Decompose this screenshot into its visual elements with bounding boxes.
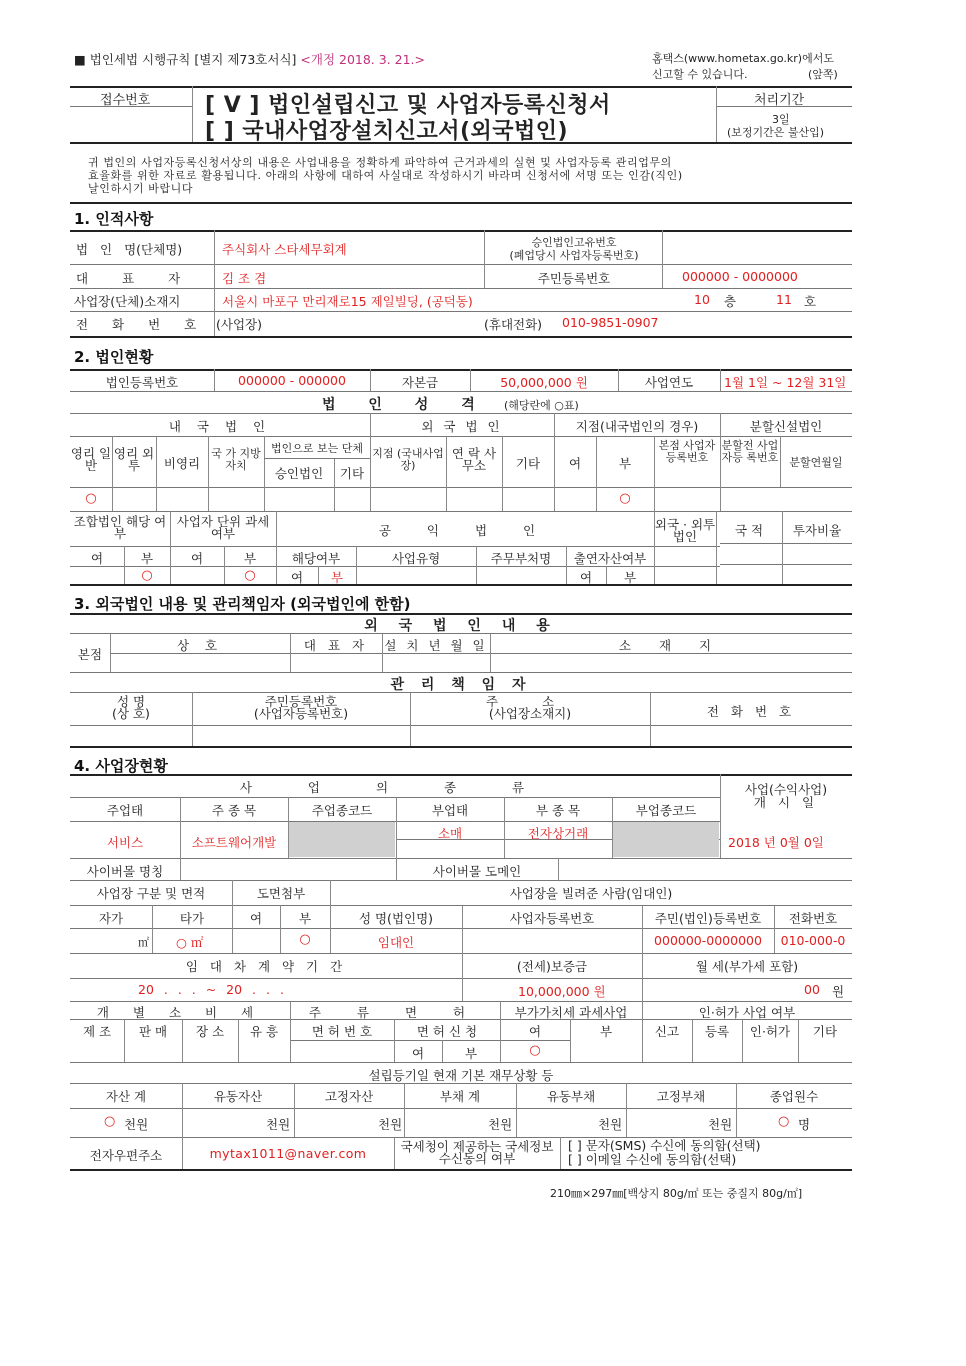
receipt-number-label: 접수번호 [100, 93, 151, 108]
col-profit-foreign: 영리 외투 [113, 446, 155, 473]
lessor-rrn-value[interactable]: 000000-0000000 [654, 933, 762, 948]
section-1-heading: 1. 인적사항 [74, 210, 154, 228]
rent-value[interactable]: 00 [804, 982, 820, 997]
public-biz-type: 사업유형 [391, 551, 441, 566]
main-item-value[interactable]: 소프트웨어개발 [191, 835, 277, 850]
vat-yes: 여 [528, 1024, 542, 1039]
nature-title: 법 인 성 격 [322, 397, 489, 413]
sub-item-label: 부 종 목 [535, 803, 581, 818]
sub-type-value[interactable]: 소매 [437, 826, 463, 841]
cyber-mall-name-label: 사이버몰 명칭 [86, 864, 164, 879]
section-2-heading: 2. 법인현황 [74, 348, 154, 366]
employees-label: 종업원수 [769, 1089, 819, 1104]
public-donation: 출연자산여부 [573, 551, 647, 566]
coop-yes: 여 [90, 551, 104, 566]
other-label: 타가 [179, 911, 205, 926]
intro-line-2: 효율화를 위한 자료로 활용됩니다. 아래의 사항에 대하여 사실대로 작성하시기 바라며 신청서에 서명 또는 인감(직인) [88, 169, 683, 182]
consent-email-checkbox[interactable]: [ ] 이메일 수신에 동의함(선택) [568, 1152, 737, 1167]
drawing-yes: 여 [249, 911, 263, 926]
phone-site-label: (사업장) [216, 317, 262, 332]
approval-id-sublabel: (폐업당시 사업자등록번호) [509, 249, 639, 262]
vat-no: 부 [599, 1024, 613, 1039]
est-date-label: 설 치 년 월 일 [384, 638, 488, 653]
col-split-date: 분할연월일 [789, 456, 843, 469]
invest-ratio-label: 투자비율 [792, 523, 842, 538]
liquor-license-label: 주 류 면 허 [308, 1005, 482, 1020]
lessor-title: 사업장을 빌려준 사람(임대인) [509, 886, 673, 901]
license-number-label: 면 허 번 호 [311, 1024, 373, 1039]
location-label: 소 재 지 [618, 638, 724, 653]
lessor-rrn-label: 주민(법인)등록번호 [654, 911, 762, 926]
col-approved-corp: 승인법인 [274, 466, 324, 481]
floor-unit: 층 [724, 294, 737, 309]
manager-address-label: 주 소 [485, 694, 575, 709]
own-label: 자가 [98, 911, 124, 926]
total-liabilities-label: 부채 계 [439, 1089, 481, 1104]
coop-no-mark[interactable]: ○ [141, 568, 153, 583]
foreign-rep-label: 대 표 자 [303, 638, 369, 653]
title-line-1: [ V ] 법인설립신고 및 사업자등록신청서 [205, 93, 611, 118]
total-liabilities-unit: 천원 [488, 1117, 513, 1132]
employees-unit: 명 [798, 1117, 811, 1132]
sub-type-label: 부업태 [431, 803, 469, 818]
representative-name[interactable]: 김 조 겸 [222, 271, 267, 286]
nationality-label: 국 적 [734, 523, 764, 538]
total-assets-value[interactable]: ○ [104, 1114, 116, 1129]
fixed-assets-label: 고정자산 [324, 1089, 374, 1104]
main-type-label: 주업태 [106, 803, 144, 818]
fixed-assets-unit: 천원 [378, 1117, 403, 1132]
branch-header: 지점(내국법인의 경우) [575, 419, 699, 434]
fixed-liabilities-label: 고정부채 [656, 1089, 706, 1104]
mobile-value[interactable]: 010-9851-0907 [562, 315, 659, 330]
excise-mfg: 제 조 [82, 1024, 112, 1039]
manager-title: 관 리 책 임 자 [390, 677, 532, 693]
foreign-corp-header: 외 국 법 인 [421, 419, 503, 434]
intro-line-1: 귀 법인의 사업자등록신청서상의 내용은 사업내용을 정확하게 파악하여 근거과세의 실현 및 사업자등록 관리업무의 [88, 156, 672, 169]
capital-value[interactable]: 50,000,000 원 [500, 375, 588, 390]
drawing-no: 부 [298, 911, 312, 926]
hq-label: 본점 [77, 647, 103, 662]
foreign-content-title: 외 국 법 인 내 용 [364, 618, 558, 634]
manager-biz-no-label: (사업자등록번호) [253, 706, 349, 721]
col-other-1: 기타 [339, 466, 365, 481]
lessor-biz-label: 사업자등록번호 [509, 911, 595, 926]
vat-business-label: 부가가치세 과세사업 [514, 1005, 628, 1020]
excise-sales: 판 매 [138, 1024, 168, 1039]
address-value[interactable]: 서울시 마포구 만리재로15 제일빌딩, (공덕동) [222, 294, 473, 309]
split-corp-header: 분할신설법인 [749, 419, 823, 434]
revision-date: <개정 2018. 3. 21.> [300, 52, 425, 67]
address-label: 사업장(단체)소재지 [74, 294, 181, 309]
col-hq-biz-no: 본점 사업자 등록번호 [658, 439, 716, 464]
rrn-label: 주민등록번호 [537, 271, 611, 286]
col-branch-domestic: 지점 (국내사업장) [372, 447, 444, 472]
sub-code-label: 부업종코드 [635, 803, 697, 818]
reg-no-label: 법인등록번호 [105, 375, 179, 390]
start-date-label: 사업(수익사업) [744, 782, 828, 797]
processing-period-value: 3일 [772, 113, 790, 126]
lessor-tel-value[interactable]: 010-000-0 [780, 933, 846, 948]
total-assets-label: 자산 계 [105, 1089, 147, 1104]
license-business-label: 인·허가 사업 여부 [698, 1005, 796, 1020]
col-other-2: 기타 [515, 456, 541, 471]
unit-yes: 여 [190, 551, 204, 566]
room-value[interactable]: 11 [776, 292, 792, 307]
license-apply-label: 면 허 신 청 [416, 1024, 478, 1039]
public-yes: 여 [290, 570, 304, 585]
rrn-value[interactable]: 000000 - 0000000 [682, 269, 798, 284]
license-permit: 인·허가 [749, 1024, 791, 1039]
foreign-invest-label: 외국 · 외투 법인 [654, 517, 716, 544]
col-profit-general: 영리 일반 [70, 446, 112, 473]
col-liaison-office: 연 락 사무소 [451, 446, 497, 473]
coop-no: 부 [140, 551, 154, 566]
lessor-tel-label: 전화번호 [788, 911, 838, 926]
excise-label: 개 별 소 비 세 [96, 1005, 264, 1020]
deposit-value[interactable]: 10,000,000 원 [518, 984, 606, 999]
consent-sms-checkbox[interactable]: [ ] 문자(SMS) 수신에 동의함(선택) [568, 1138, 761, 1153]
excise-entertainment: 유 흥 [249, 1024, 279, 1039]
total-assets-unit: 천원 [124, 1117, 149, 1132]
own-area-unit: ㎡ [138, 936, 149, 949]
main-type-value[interactable]: 서비스 [106, 835, 144, 850]
vat-no-mark[interactable]: ○ [529, 1043, 541, 1058]
title-line-2: [ ] 국내사업장설치신고서(외국법인) [205, 119, 569, 144]
deposit-label: (전세)보증금 [516, 959, 588, 974]
corp-name-value[interactable]: 주식회사 스타세무회계 [222, 242, 347, 257]
unit-no: 부 [243, 551, 257, 566]
license-apply-no: 부 [464, 1046, 478, 1061]
approval-id-label: 승인법인고유번호 [531, 236, 617, 249]
manager-trade-name-label: (상 호) [112, 706, 150, 721]
branch-no-mark[interactable]: ○ [619, 491, 631, 506]
form-reference: ■ 법인세법 시행규칙 [별지 제73호서식] <개정 2018. 3. 21.> [74, 52, 425, 67]
license-apply-yes: 여 [411, 1046, 425, 1061]
license-etc: 기타 [812, 1024, 838, 1039]
biz-kind-title: 사 업 의 종 류 [239, 780, 551, 795]
rent-unit: 원 [832, 984, 845, 999]
processing-period-note: (보정기간은 불산입) [727, 126, 825, 139]
main-code-shaded [289, 822, 395, 857]
manager-tel-label: 전 화 번 호 [706, 704, 796, 719]
col-yes: 여 [568, 456, 582, 471]
manager-site-label: (사업장소재지) [488, 706, 572, 721]
col-pre-split-biz-no: 분할전 사업자등 록번호 [721, 439, 779, 464]
drawing-no-mark[interactable]: ○ [299, 932, 311, 947]
manager-rrn-label: 주민등록번호 [264, 694, 338, 709]
main-item-label: 주 종 목 [211, 803, 257, 818]
page-side: (앞쪽) [808, 68, 838, 81]
finance-title: 설립등기일 현재 기본 재무상황 등 [368, 1068, 554, 1083]
other-area-value[interactable]: ○ ㎡ [176, 935, 204, 950]
lessor-name-label: 성 명(법인명) [358, 911, 434, 926]
start-date-sublabel: 개 시 일 [753, 795, 819, 810]
hometax-note-2: 신고할 수 있습니다. [652, 68, 748, 81]
donation-yes: 여 [579, 570, 593, 585]
lessor-name-value[interactable]: 임대인 [377, 935, 415, 950]
col-government: 국 가 지방자치 [211, 447, 261, 472]
rent-label: 월 세(부가세 포함) [695, 959, 799, 974]
phone-label: 전 화 번 호 [76, 317, 197, 332]
lease-period-label: 임 대 차 계 약 기 간 [185, 959, 347, 974]
current-assets-label: 유동자산 [213, 1089, 263, 1104]
public-ministry: 주무부처명 [490, 551, 552, 566]
intro-line-3: 날인하시기 바랍니다 [88, 182, 194, 195]
trade-name-label: 상 호 [176, 638, 224, 653]
donation-no: 부 [623, 570, 637, 585]
col-deemed-corp: 법인으로 보는 단체 [270, 442, 363, 455]
email-label: 전자우편주소 [89, 1148, 163, 1163]
cyber-mall-domain-label: 사이버몰 도메인 [432, 864, 522, 879]
mobile-label: (휴대전화) [484, 317, 543, 332]
capital-label: 자본금 [401, 375, 439, 390]
unit-taxation-label: 사업자 단위 과세 여부 [176, 514, 270, 541]
processing-period-label: 처리기간 [754, 93, 805, 108]
coop-corp-label: 조합법인 해당 여부 [73, 514, 167, 541]
domestic-corp-header: 내 국 법 인 [168, 419, 272, 434]
main-code-label: 주업종코드 [311, 803, 373, 818]
col-no: 부 [618, 456, 632, 471]
fixed-liabilities-unit: 천원 [708, 1117, 733, 1132]
reg-no-value[interactable]: 000000 - 000000 [238, 373, 346, 388]
fiscal-year-value[interactable]: 1월 1일 ~ 12월 31일 [724, 375, 847, 390]
manager-name-label: 성 명 [116, 694, 146, 709]
public-no[interactable]: 부 [330, 570, 344, 585]
area-label: 사업장 구분 및 면적 [96, 886, 206, 901]
room-unit: 호 [804, 294, 817, 309]
representative-label: 대 표 자 [76, 271, 181, 286]
public-applicable: 해당여부 [291, 551, 341, 566]
consent-sublabel: 수신동의 여부 [438, 1151, 516, 1166]
hometax-note-1: 홈택스(www.hometax.go.kr)에서도 [652, 52, 834, 65]
profit-general-mark[interactable]: ○ [85, 491, 97, 506]
paper-spec: 210㎜×297㎜[백상지 80g/㎡ 또는 중질지 80g/㎡] [550, 1187, 803, 1200]
email-value[interactable]: mytax1011@naver.com [209, 1146, 367, 1161]
public-corp-label: 공 익 법 인 [378, 523, 552, 538]
current-liabilities-label: 유동부채 [546, 1089, 596, 1104]
consent-label: 국세청이 제공하는 국세정보 [400, 1139, 554, 1154]
fiscal-year-label: 사업연도 [644, 375, 694, 390]
unit-no-mark[interactable]: ○ [244, 568, 256, 583]
sub-item-value[interactable]: 전자상거래 [527, 826, 589, 841]
license-report: 신고 [654, 1024, 680, 1039]
lease-period-value[interactable]: 20 . . . ~ 20 . . . [138, 982, 284, 997]
employees-value[interactable]: ○ [778, 1114, 790, 1129]
col-nonprofit: 비영리 [163, 456, 201, 471]
sub-code-shaded [613, 822, 719, 857]
corp-name-label: 법 인 명(단체명) [76, 242, 183, 257]
floor-value[interactable]: 10 [694, 292, 710, 307]
license-register: 등록 [704, 1024, 730, 1039]
start-date-value[interactable]: 2018 년 0월 0일 [728, 835, 824, 850]
excise-place: 장 소 [195, 1024, 225, 1039]
current-liabilities-unit: 천원 [598, 1117, 623, 1132]
current-assets-unit: 천원 [266, 1117, 291, 1132]
nature-note: (해당란에 ○표) [504, 399, 579, 412]
section-3-heading: 3. 외국법인 내용 및 관리책임자 (외국법인에 한함) [74, 595, 411, 613]
section-4-heading: 4. 사업장현황 [74, 757, 168, 775]
drawing-label: 도면첨부 [256, 886, 306, 901]
